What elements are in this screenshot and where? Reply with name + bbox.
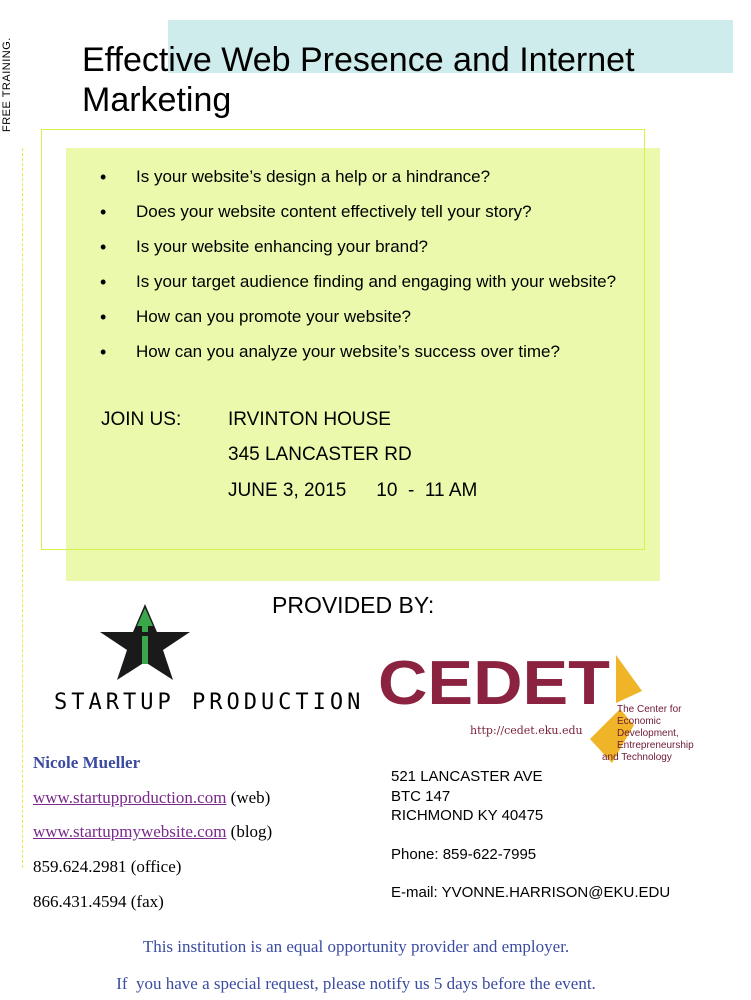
cedet-subtitle-line: The Center for [617,704,682,715]
special-request-notice: If you have a special request, please notify us 5 days before the event. [116,974,596,993]
address-line: BTC 147 [391,788,451,805]
cedet-wordmark-text: CEDET [378,652,611,712]
question-item: • Is your target audience finding and engaging with your website? [100,267,640,302]
address-email: E-mail: YVONNE.HARRISON@EKU.EDU [391,884,671,901]
star-accent-bar [138,632,152,636]
startup-logo-text: STARTUP PRODUCTION [54,690,365,715]
cedet-subtitle-line: Economic [617,716,661,727]
cedet-subtitle-line: Development, [617,728,679,739]
event-date: JUNE 3, 2015 [228,480,347,501]
contact-blog [33,822,272,842]
contact-office-phone: 859.624.2981 (office) [33,857,182,876]
chevron-upper [616,655,642,703]
join-label: JOIN US: [101,409,182,430]
question-item: • How can you analyze your website’s success over time? [100,337,640,372]
event-datetime [228,480,477,502]
side-label: FREE TRAINING. [1,37,13,132]
web-link-suffix: (web) [230,788,271,807]
blog-link-suffix: (blog) [230,822,273,841]
event-venue: IRVINTON HOUSE [228,409,391,430]
address-line: 521 LANCASTER AVE [391,768,543,785]
question-list [100,162,640,372]
question-item: • How can you promote your website? [100,302,640,337]
address-line: RICHMOND KY 40475 [391,807,544,824]
event-time: 10 - 11 AM [376,480,478,501]
question-item: • Is your website’s design a help or a hindrance? [100,162,640,197]
cedet-subtitle-line: and Technology [602,752,672,763]
address-phone: Phone: 859-622-7995 [391,846,537,863]
equal-opportunity-notice: This institution is an equal opportunity provider and employer. [142,937,570,956]
star-logo-icon [90,602,200,684]
question-item: • Is your website enhancing your brand? [100,232,640,267]
web-link[interactable]: www.startupproduction.com [33,788,227,807]
contact-name: Nicole Mueller [33,753,141,772]
page-title: Effective Web Presence and Internet Marketing [82,41,635,119]
cedet-url: http://cedet.eku.edu [470,724,583,737]
provided-by-heading: PROVIDED BY: [272,592,435,618]
blog-link[interactable]: www.startupmywebsite.com [33,822,227,841]
side-dashed-rule [22,148,23,868]
cedet-subtitle-line: Entrepreneurship [617,740,694,751]
contact-fax: 866.431.4594 (fax) [33,892,164,911]
contact-web [33,788,270,808]
question-item: • Does your website content effectively tell your story? [100,197,640,232]
event-street: 345 LANCASTER RD [228,444,412,465]
cedet-subtitle [602,704,694,764]
